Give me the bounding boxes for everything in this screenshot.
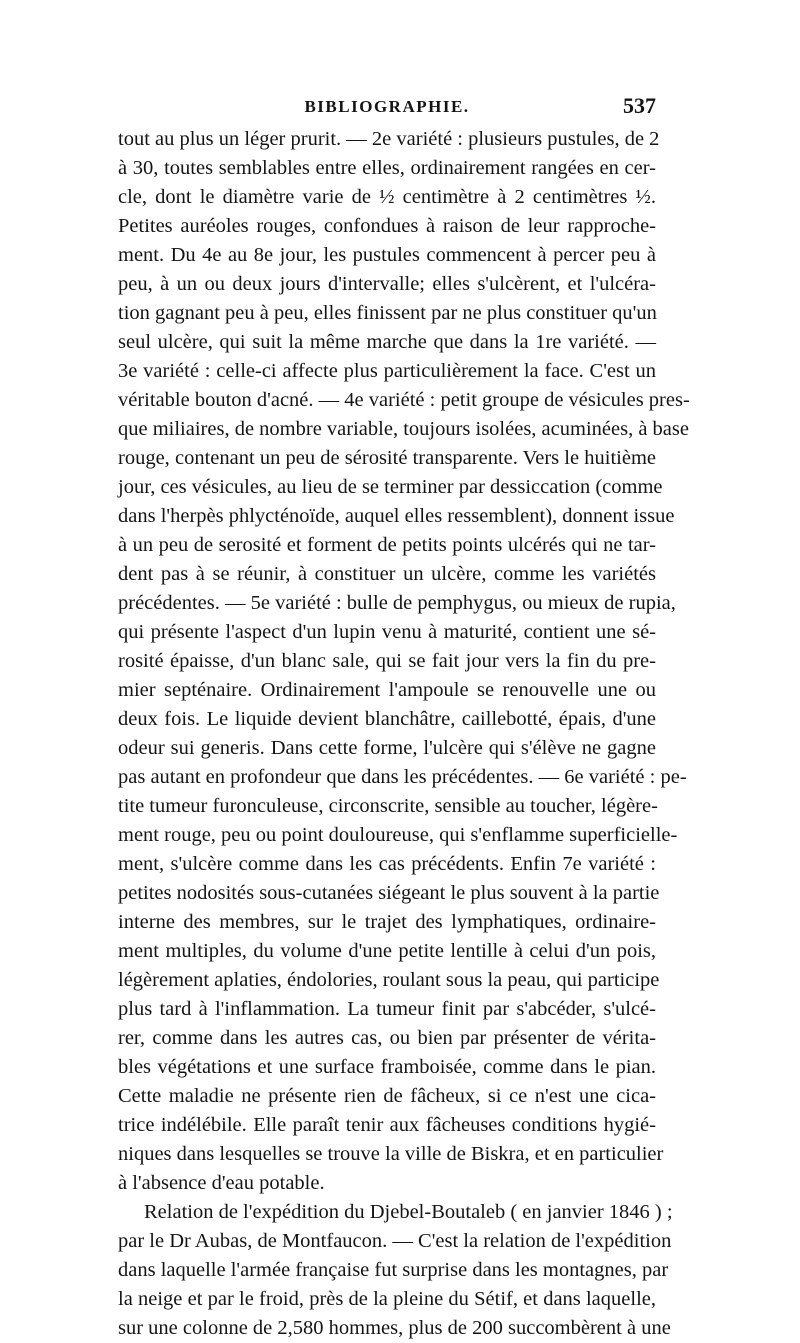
text-line: par le Dr Aubas, de Montfaucon. — C'est la relation de l'expédition <box>118 1230 672 1252</box>
text-line: à l'absence d'eau potable. <box>118 1172 325 1194</box>
text-line: niques dans lesquelles se trouve la ville de Biskra, et en particulier <box>118 1143 664 1165</box>
text-line: à un peu de serosité et forment de petits points ulcérés qui ne tar- <box>118 534 656 556</box>
text-line: la neige et par le froid, près de la pleine du Sétif, et dans laquelle, <box>118 1288 656 1310</box>
text-line: bles végétations et une surface framboisée, comme dans le pian. <box>118 1056 656 1078</box>
text-line: ment, s'ulcère comme dans les cas précédents. Enfin 7e variété : <box>118 853 656 875</box>
text-line: que miliaires, de nombre variable, toujours isolées, acuminées, à base <box>118 418 689 440</box>
text-line: odeur sui generis. Dans cette forme, l'ulcère qui s'élève ne gagne <box>118 737 656 759</box>
text-line: Petites auréoles rouges, confondues à raison de leur rapproche- <box>118 215 656 237</box>
text-line: rouge, contenant un peu de sérosité transparente. Vers le huitième <box>118 447 656 469</box>
text-line: Relation de l'expédition du Djebel-Boutaleb ( en janvier 1846 ) ; <box>144 1201 673 1223</box>
text-line: ment. Du 4e au 8e jour, les pustules commencent à percer peu à <box>118 244 656 266</box>
text-line: interne des membres, sur le trajet des lymphatiques, ordinaire- <box>118 911 656 933</box>
text-line: dent pas à se réunir, à constituer un ulcère, comme les variétés <box>118 563 656 585</box>
text-line: rosité épaisse, d'un blanc sale, qui se fait jour vers la fin du pre- <box>118 650 656 672</box>
text-line: véritable bouton d'acné. — 4e variété : petit groupe de vésicules pres- <box>118 389 690 411</box>
text-line: précédentes. — 5e variété : bulle de pemphygus, ou mieux de rupia, <box>118 592 676 614</box>
text-line: ment rouge, peu ou point douloureuse, qui s'enflamme superficielle- <box>118 824 678 846</box>
text-line: sur une colonne de 2,580 hommes, plus de 200 succombèrent à une <box>118 1317 671 1339</box>
page-number: 537 <box>623 93 656 118</box>
text-line: jour, ces vésicules, au lieu de se terminer par dessiccation (comme <box>118 476 663 498</box>
text-line: peu, à un ou deux jours d'intervalle; elles s'ulcèrent, et l'ulcéra- <box>118 273 656 295</box>
text-line: à 30, toutes semblables entre elles, ordinairement rangées en cer- <box>118 157 656 179</box>
text-line: deux fois. Le liquide devient blanchâtre, caillebotté, épais, d'une <box>118 708 656 730</box>
text-line: 3e variété : celle-ci affecte plus particulièrement la face. C'est un <box>118 360 656 382</box>
text-line: légèrement aplaties, éndolories, roulant sous la peau, qui participe <box>118 969 660 991</box>
text-line: mier septénaire. Ordinairement l'ampoule se renouvelle une ou <box>118 679 656 701</box>
text-line: dans l'herpès phlycténoïde, auquel elles ressemblent), donnent issue <box>118 505 675 527</box>
text-line: dans laquelle l'armée française fut surprise dans les montagnes, par <box>118 1259 669 1281</box>
text-line: tion gagnant peu à peu, elles finissent par ne plus constituer qu'un <box>118 302 657 324</box>
text-line: tout au plus un léger prurit. — 2e variété : plusieurs pustules, de 2 <box>118 128 660 150</box>
text-line: seul ulcère, qui suit la même marche que dans la 1re variété. — <box>118 331 656 353</box>
text-line: trice indélébile. Elle paraît tenir aux fâcheuses conditions hygié- <box>118 1114 656 1136</box>
text-line: Cette maladie ne présente rien de fâcheux, si ce n'est une cica- <box>118 1085 656 1107</box>
text-line: qui présente l'aspect d'un lupin venu à maturité, contient une sé- <box>118 621 656 643</box>
text-line: pas autant en profondeur que dans les précédentes. — 6e variété : pe- <box>118 766 687 788</box>
text-line: cle, dont le diamètre varie de ½ centimètre à 2 centimètres ½. <box>118 186 656 208</box>
running-header <box>118 93 656 119</box>
body-text <box>118 125 690 1343</box>
text-line: rer, comme dans les autres cas, ou bien par présenter de vérita- <box>118 1027 656 1049</box>
text-line: petites nodosités sous-cutanées siégeant le plus souvent à la partie <box>118 882 660 904</box>
text-line: plus tard à l'inflammation. La tumeur finit par s'abcéder, s'ulcé- <box>118 998 656 1020</box>
header-title: BIBLIOGRAPHIE. <box>304 97 470 116</box>
text-line: ment multiples, du volume d'une petite lentille à celui d'un pois, <box>118 940 656 962</box>
text-line: tite tumeur furonculeuse, circonscrite, sensible au toucher, légère- <box>118 795 658 817</box>
